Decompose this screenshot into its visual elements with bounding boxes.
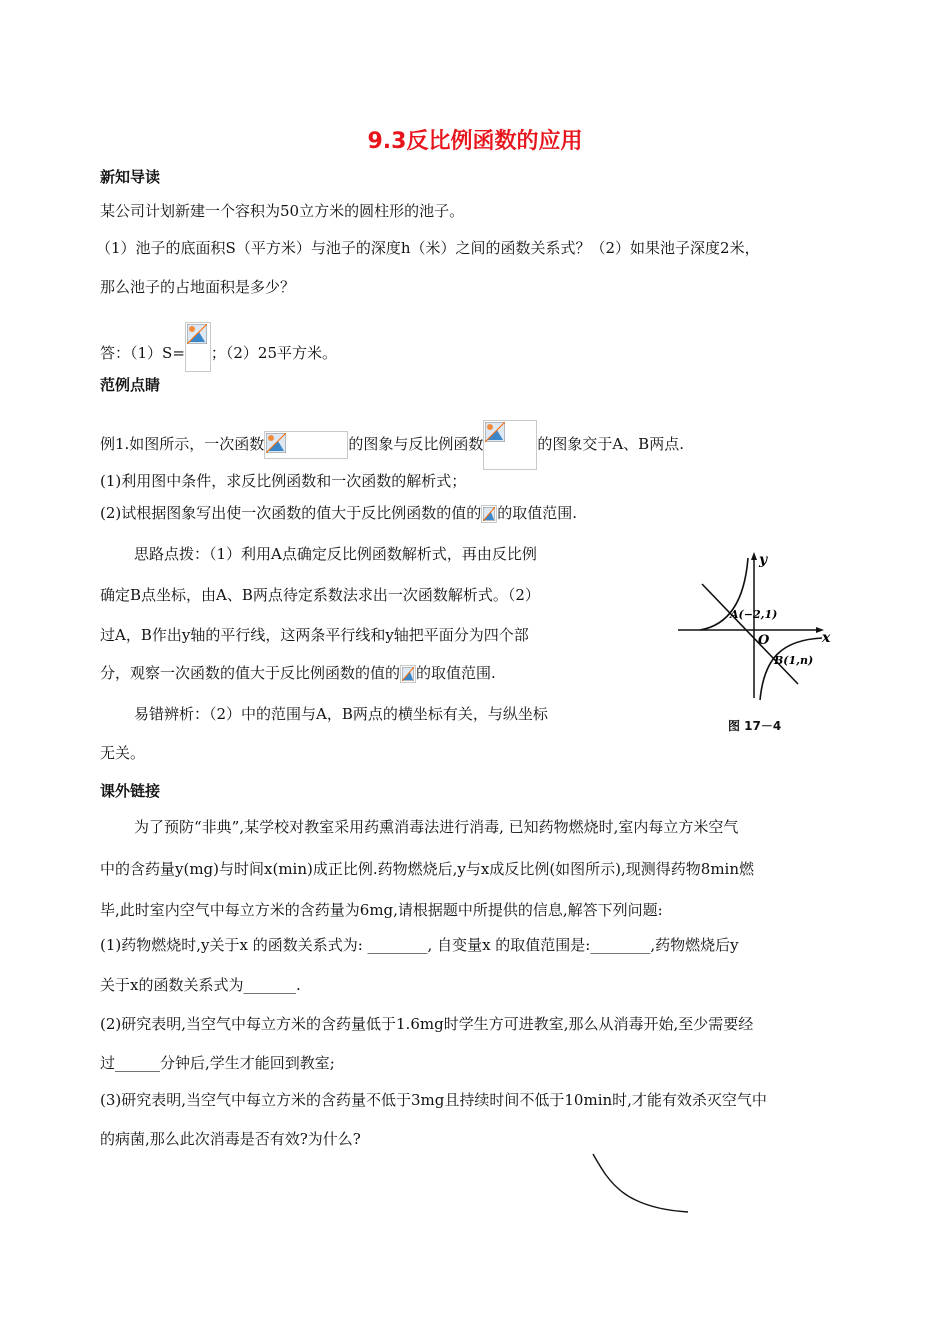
formula-image-placeholder <box>264 431 348 459</box>
point-b-label: B(1,n) <box>774 654 814 667</box>
answer-prefix: 答：（1）S= <box>100 344 185 362</box>
hint-line: 确定B点坐标，由A、B两点待定系数法求出一次函数解析式。（2） <box>100 586 540 604</box>
section-heading-extension: 课外链接 <box>100 782 161 800</box>
formula-image-placeholder <box>483 420 537 470</box>
text-line: 那么池子的占地面积是多少？ <box>100 278 296 296</box>
x-axis-label: x <box>822 630 831 646</box>
linear-function-line <box>702 584 798 684</box>
question-line: 过______分钟后,学生才能回到教室; <box>100 1054 335 1072</box>
broken-image-icon <box>402 667 414 681</box>
broken-image-icon <box>266 433 286 453</box>
question-line: (1)药物燃烧时,y关于x 的函数关系式为: ________, 自变量x 的取值范围是:________,药物燃烧后y <box>100 936 739 954</box>
question-line: (2)试根据图象写出使一次函数的值大于反比例函数的值的 的取值范围. <box>100 504 578 522</box>
point-a-label: A(−2,1) <box>730 608 778 621</box>
text-line: 中的含药量y(mg)与时间x(min)成正比例.药物燃烧后,y与x成反比例(如图所示),现测得药物8min燃 <box>100 860 755 878</box>
broken-image-icon <box>187 324 207 344</box>
text-line: （1）池子的底面积S（平方米）与池子的深度h（米）之间的函数关系式？（2）如果池子深度2米， <box>96 239 760 257</box>
answer-line <box>100 322 337 372</box>
text-line: 某公司计划新建一个容积为50立方米的圆柱形的池子。 <box>100 202 465 220</box>
broken-image-icon <box>485 422 505 442</box>
y-axis-label: y <box>759 552 768 568</box>
y-axis-arrow <box>751 552 757 560</box>
question-line: (3)研究表明,当空气中每立方米的含药量不低于3mg且持续时间不低于10min时,才能有效杀灭空气中 <box>100 1091 767 1109</box>
error-analysis-line: 易错辨析：（2）中的范围与A，B两点的横坐标有关，与纵坐标 <box>134 705 548 723</box>
formula-image-placeholder <box>185 322 211 372</box>
origin-label: O <box>758 633 770 648</box>
question-line: 的病菌,那么此次消毒是否有效?为什么? <box>100 1130 361 1148</box>
question-line: 关于x的函数关系式为_______. <box>100 976 301 994</box>
broken-image-icon <box>483 507 495 521</box>
curve-fragment <box>588 1150 692 1220</box>
section-heading-new-knowledge: 新知导读 <box>100 168 161 186</box>
text-line: 毕,此时室内空气中每立方米的含药量为6mg,请根据题中所提供的信息,解答下列问题: <box>100 901 663 919</box>
text-line: 为了预防“非典”,某学校对教室采用药熏消毒法进行消毒, 已知药物燃烧时,室内每立方米空气 <box>134 818 739 836</box>
hint-line: 过A，B作出y轴的平行线，这两条平行线和y轴把平面分为四个部 <box>100 626 529 644</box>
decay-curve <box>593 1154 688 1212</box>
error-analysis-line: 无关。 <box>100 744 146 762</box>
answer-suffix: ；（2）25平方米。 <box>210 344 338 362</box>
question-line: (1)利用图中条件，求反比例函数和一次函数的解析式； <box>100 472 467 490</box>
hint-line: 思路点拨：（1）利用A点确定反比例函数解析式，再由反比例 <box>134 545 537 563</box>
hint-line: 分，观察一次函数的值大于反比例函数的值的 的取值范围. <box>100 664 496 682</box>
formula-image-placeholder <box>400 665 416 683</box>
question-line: (2)研究表明,当空气中每立方米的含药量低于1.6mg时学生方可进教室,那么从消毒开始,至少需要经 <box>100 1015 754 1033</box>
formula-image-placeholder <box>481 505 497 523</box>
section-heading-examples: 范例点睛 <box>100 376 161 394</box>
figure-caption: 图 17－4 <box>728 719 782 733</box>
example-line: 例1.如图所示，一次函数 的图象与反比例函数 的图象交于A、B两点. <box>100 420 684 470</box>
page-title: 9.3反比例函数的应用 <box>367 129 583 154</box>
